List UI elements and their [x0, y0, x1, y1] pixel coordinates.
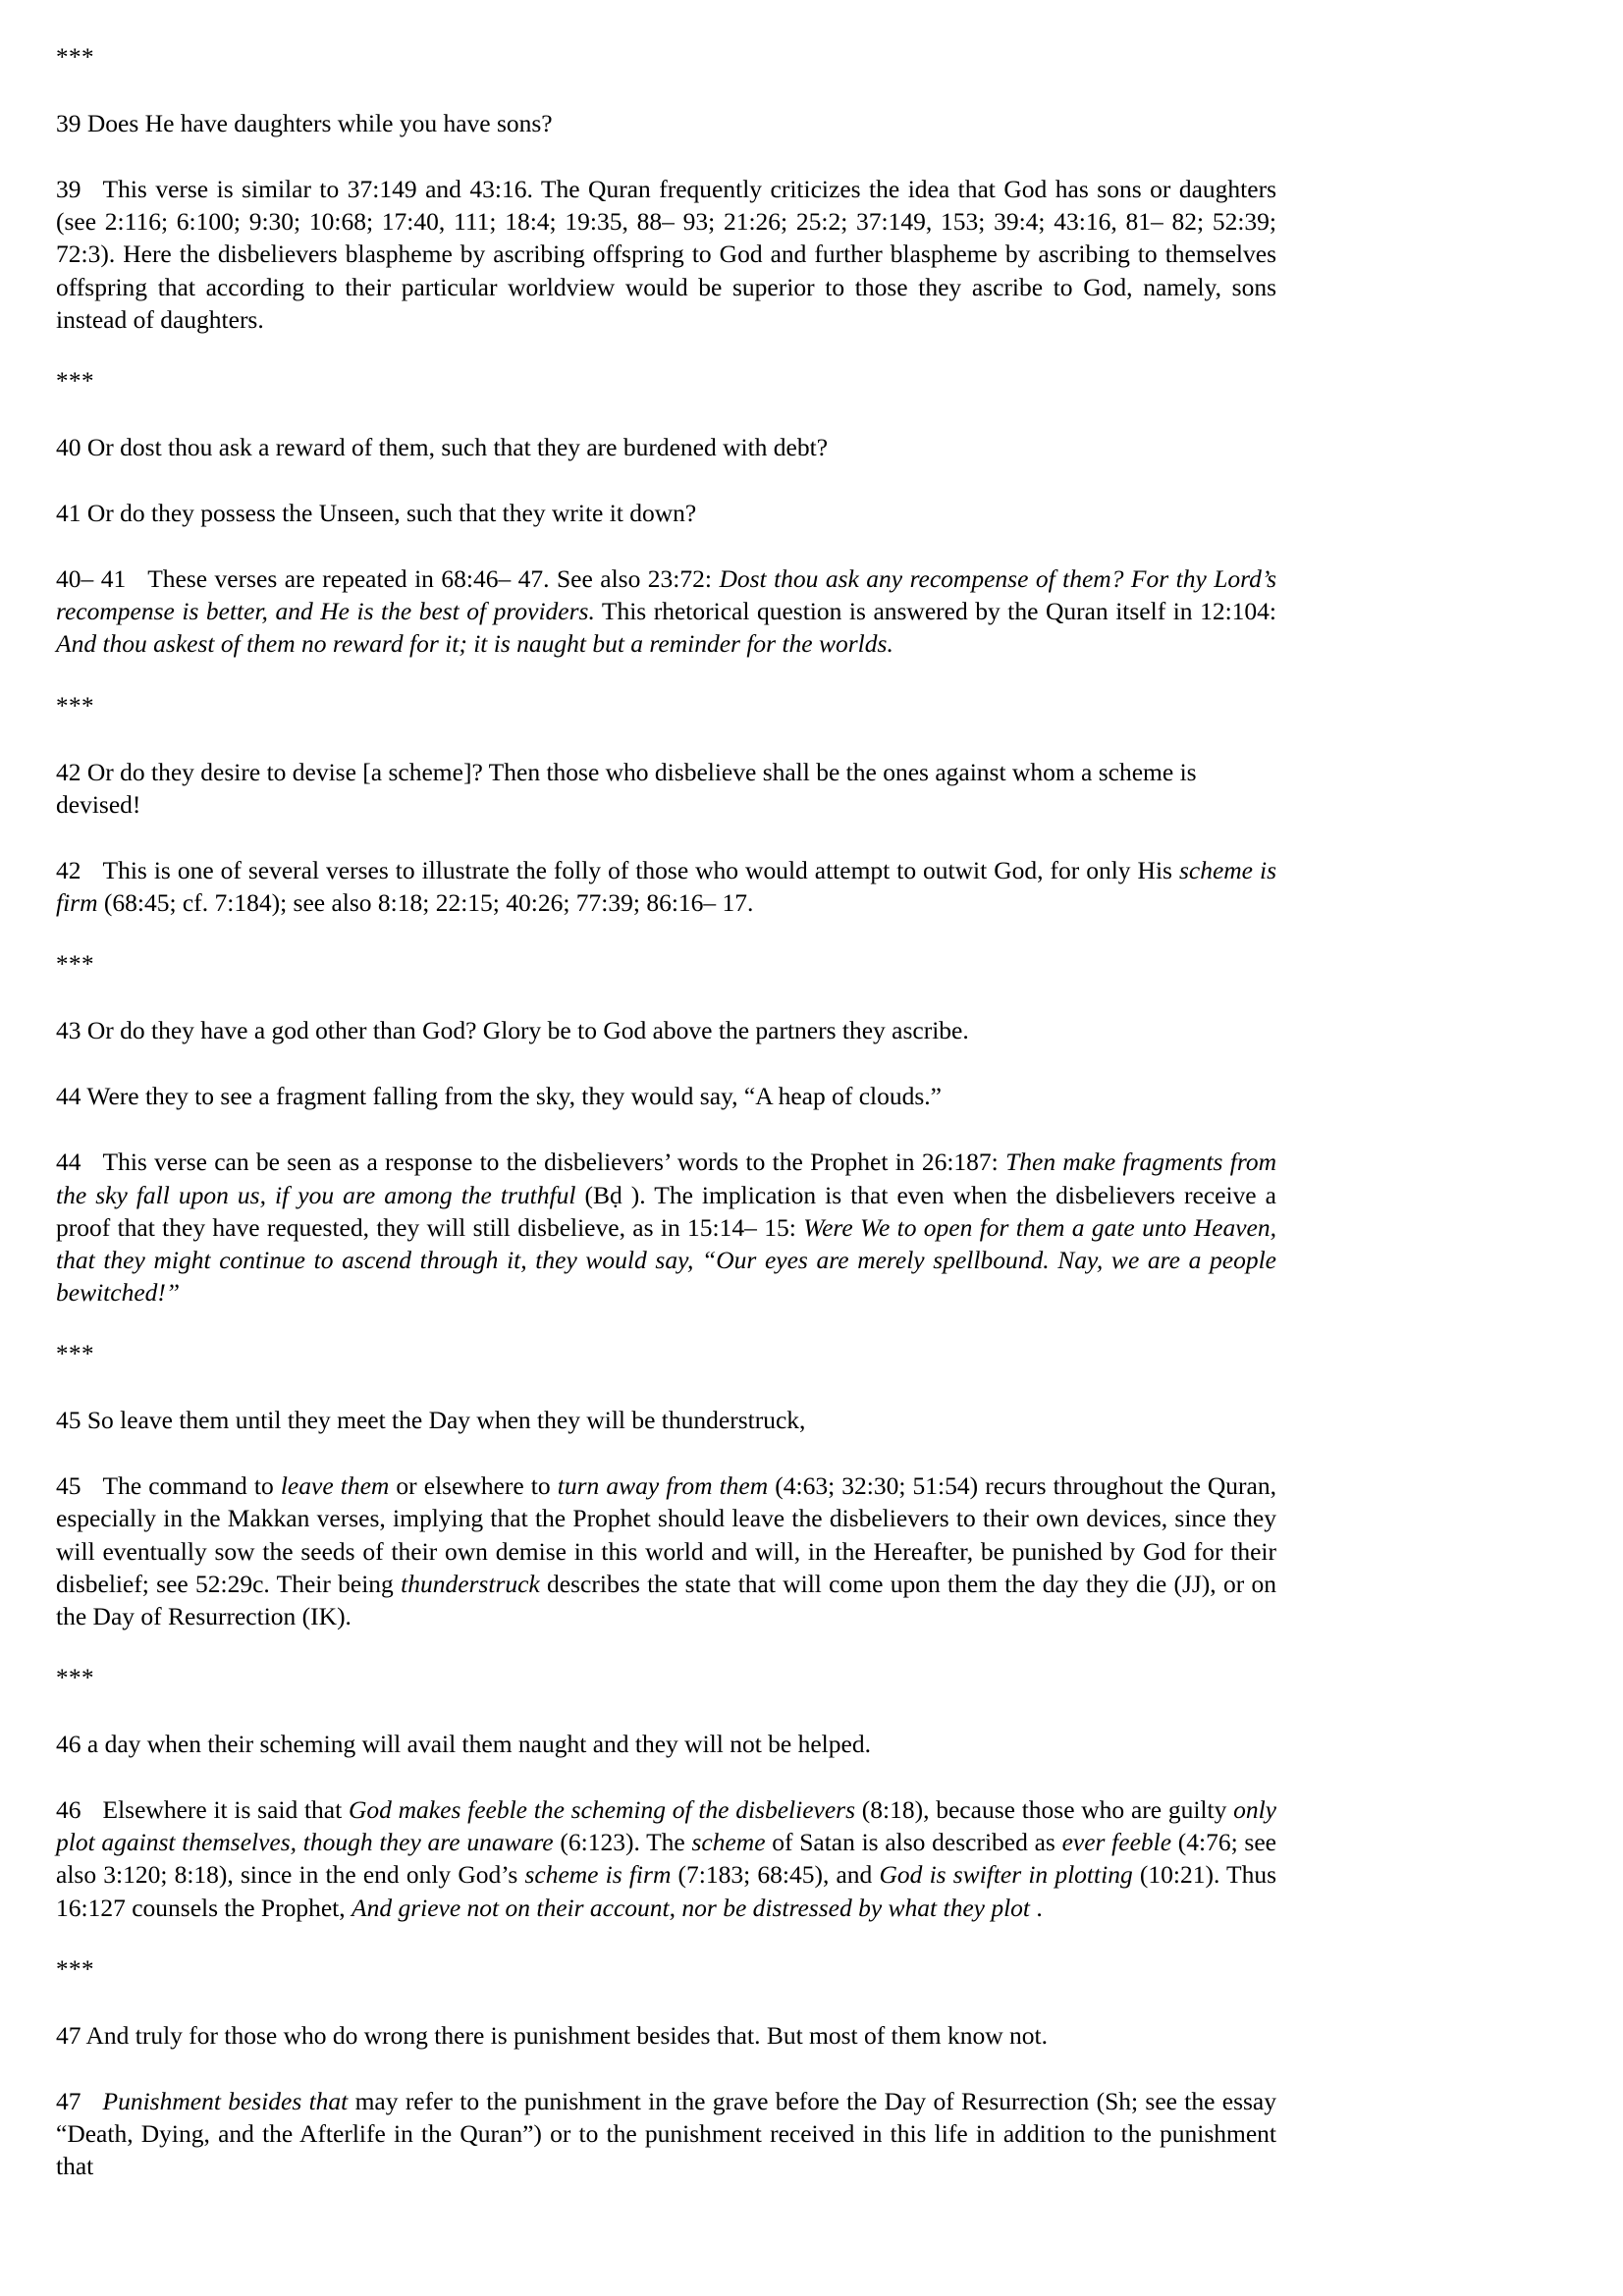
- quoted-scripture: ever feeble: [1061, 1828, 1172, 1857]
- commentary-text: These verses are repeated in 68:46– 47. See also 23:72:: [147, 564, 720, 594]
- verse-text: 45 So leave them until they meet the Day when they will be thunderstruck,: [56, 1406, 806, 1435]
- commentary-block: [56, 1146, 1276, 1308]
- quoted-scripture: only plot against themselves, though they are unaware: [56, 1795, 1276, 1857]
- commentary-block: [56, 1793, 1276, 1924]
- commentary-verse-number: 44: [56, 1148, 81, 1177]
- quoted-scripture: Were We to open for them a gate unto Heaven, that they might continue to ascend through it, they would say, “Our eyes are merely spellbound. Nay, we are a people bewitched!”: [56, 1212, 1276, 1307]
- commentary-text: (Bḍ ). The implication is that even when the disbelievers receive a proof that they have requested, they will still disbelieve, as in 15:14– 15:: [56, 1180, 1276, 1242]
- commentary-text: of Satan is also described as: [765, 1828, 1062, 1857]
- commentary-text: Elsewhere it is said that: [102, 1795, 349, 1825]
- quoted-scripture: God is swifter in plotting: [879, 1860, 1133, 1890]
- quoted-scripture: And grieve not on their account, nor be distressed by what they plot: [352, 1893, 1030, 1922]
- commentary-text: This verse can be seen as a response to the disbelievers’ words to the Prophet in 26:187:: [102, 1148, 1006, 1177]
- commentary-text: may refer to the punishment in the grave before the Day of Resurrection (Sh; see the essay “Death, Dying, and the Afterlife in the Quran”) or to the punishment received in this life in addition to the punishment that: [56, 2086, 1277, 2181]
- quoted-scripture: scheme is firm: [56, 855, 1276, 917]
- section-divider: ***: [56, 44, 94, 71]
- section-divider: ***: [56, 951, 94, 979]
- quoted-scripture: leave them: [280, 1471, 390, 1501]
- commentary-text: describes the state that will come upon them the day they die (JJ), or on the Day of Resurrection (IK).: [56, 1569, 1276, 1630]
- commentary-text: The command to: [102, 1471, 281, 1501]
- commentary-text: (6:123). The: [553, 1828, 692, 1857]
- page-content: [56, 45, 1276, 2182]
- commentary-block: [56, 2085, 1276, 2182]
- commentary-text: This rhetorical question is answered by the Quran itself in 12:104:: [594, 597, 1276, 626]
- verse-text: 46 a day when their scheming will avail them naught and they will not be helped.: [56, 1729, 871, 1758]
- commentary-text: This is one of several verses to illustrate the folly of those who would attempt to outwit God, for only His: [102, 855, 1179, 884]
- verse-text: 41 Or do they possess the Unseen, such that they write it down?: [56, 498, 697, 527]
- commentary-text: (7:183; 68:45), and: [671, 1860, 880, 1890]
- commentary-verse-number: 45: [56, 1471, 81, 1501]
- commentary-verse-number: 39: [56, 175, 81, 204]
- commentary-block: [56, 854, 1276, 919]
- commentary-text: .: [1030, 1893, 1043, 1922]
- quoted-scripture: Then make fragments from the sky fall upon us, if you are among the truthful: [56, 1148, 1277, 1209]
- quoted-scripture: scheme: [691, 1828, 766, 1857]
- verse-text: 44 Were they to see a fragment falling from the sky, they would say, “A heap of clouds.”: [56, 1082, 942, 1111]
- commentary-text: (4:63; 32:30; 51:54) recurs throughout the Quran, especially in the Makkan verses, implying that the Prophet should leave the disbelievers to their own devices, since they will eventually sow the seeds of their own demise in this world and will, in the Hereafter, be punished by God for their disbelief; see 52:29c. Their being: [56, 1471, 1276, 1598]
- commentary-verse-number: 42: [56, 855, 81, 884]
- verse-text: 42 Or do they desire to devise [a scheme]? Then those who disbelieve shall be the ones against whom a scheme is devised!: [56, 757, 1197, 819]
- commentary-verse-number: 47: [56, 2086, 81, 2115]
- section-divider: ***: [56, 367, 94, 395]
- verse-text: 39 Does He have daughters while you have sons?: [56, 109, 553, 137]
- commentary-text: This verse is similar to 37:149 and 43:16. The Quran frequently criticizes the idea that God has sons or daughters (see 2:116; 6:100; 9:30; 10:68; 17:40, 111; 18:4; 19:35, 88– 93; 21:26; 25:2; 37:149, 153; 39:4; 43:16, 81– 82; 52:39; 72:3). Here the disbelievers blaspheme by ascribing offspring to God and further blaspheme by ascribing to themselves offspring that according to their particular worldview would be superior to those they ascribe to God, namely, sons instead of daughters.: [56, 175, 1276, 334]
- commentary-text: (68:45; cf. 7:184); see also 8:18; 22:15; 40:26; 77:39; 86:16– 17.: [97, 887, 754, 917]
- commentary-block: [56, 173, 1276, 336]
- section-divider: ***: [56, 1955, 94, 1983]
- section-divider: ***: [56, 1664, 94, 1691]
- commentary-text: (8:18), because those who are guilty: [855, 1795, 1234, 1825]
- section-divider: ***: [56, 692, 94, 720]
- verse-text: 40 Or dost thou ask a reward of them, such that they are burdened with debt?: [56, 432, 829, 461]
- commentary-verse-number: 40– 41: [56, 564, 127, 594]
- commentary-block: [56, 1469, 1276, 1632]
- commentary-block: [56, 562, 1276, 660]
- verse-text: 43 Or do they have a god other than God? Glory be to God above the partners they ascribe.: [56, 1016, 969, 1045]
- commentary-text: (4:76; see also 3:120; 8:18), since in the end only God’s: [56, 1828, 1276, 1890]
- commentary-text: or elsewhere to: [389, 1471, 558, 1501]
- quoted-scripture: Dost thou ask any recompense of them? For thy Lord’s recompense is better, and He is the best of providers.: [56, 564, 1277, 626]
- verse-text: 47 And truly for those who do wrong there is punishment besides that. But most of them know not.: [56, 2020, 1048, 2050]
- quoted-scripture: thunderstruck: [401, 1569, 540, 1598]
- quoted-scripture: scheme is firm: [524, 1860, 672, 1890]
- commentary-verse-number: 46: [56, 1795, 81, 1825]
- commentary-text: (10:21). Thus 16:127 counsels the Prophet,: [56, 1860, 1277, 1922]
- quoted-scripture: turn away from them: [557, 1471, 769, 1501]
- quoted-scripture: And thou askest of them no reward for it; it is naught but a reminder for the worlds.: [56, 629, 893, 659]
- quoted-scripture: God makes feeble the scheming of the disbelievers: [348, 1795, 856, 1825]
- section-divider: ***: [56, 1341, 94, 1368]
- quoted-scripture: Punishment besides that: [102, 2086, 349, 2115]
